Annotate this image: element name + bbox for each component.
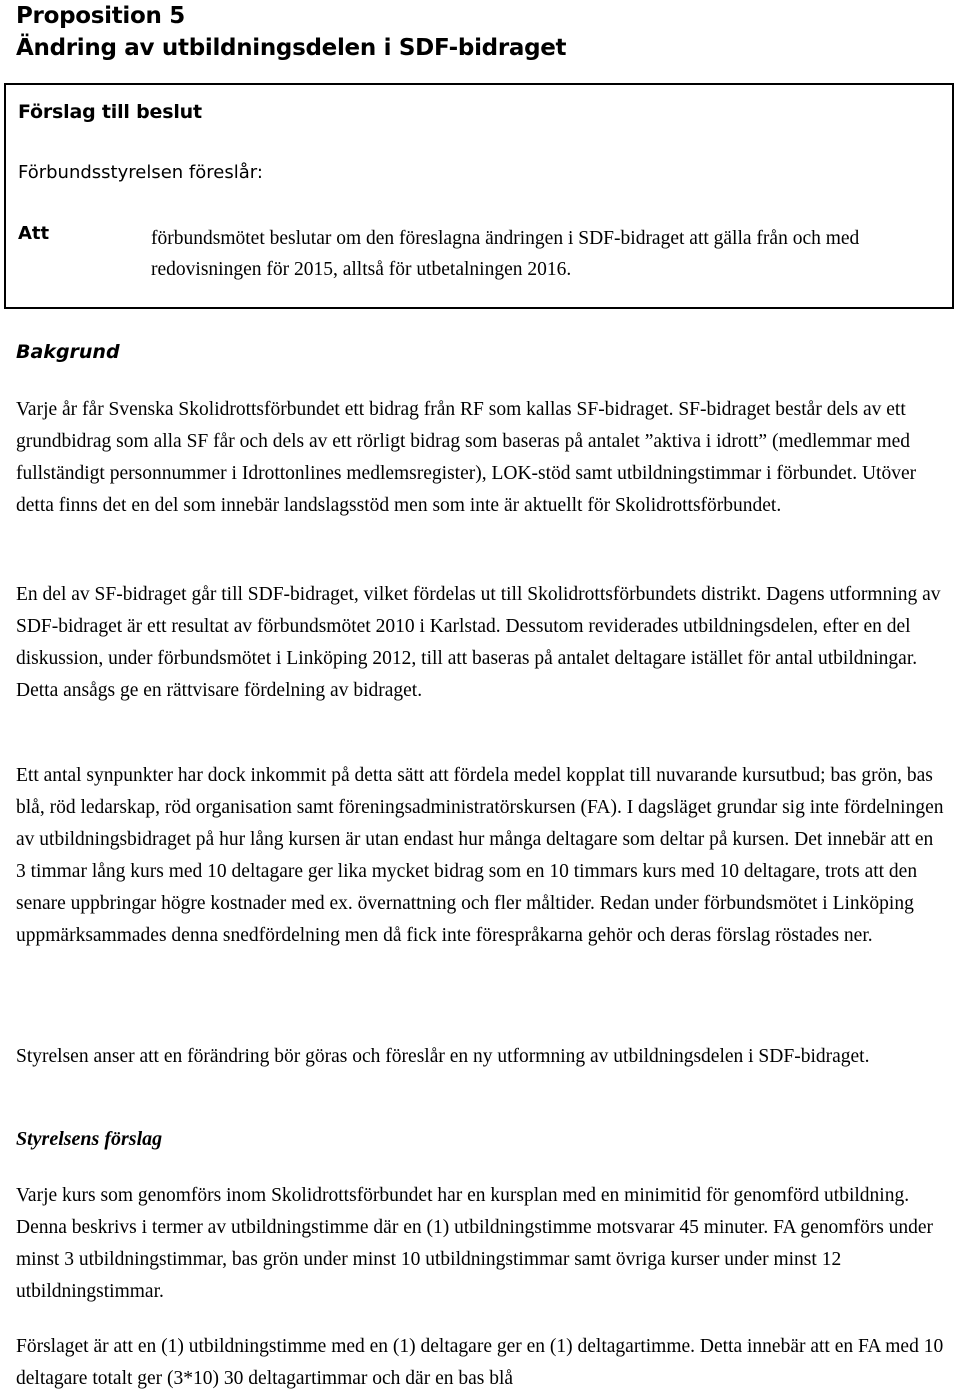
background-paragraph-4: Styrelsen anser att en förändring bör göras och föreslår en ny utformning av utbildningsdelen i SDF-bidraget. bbox=[16, 1046, 870, 1067]
background-heading: Bakgrund bbox=[16, 341, 120, 363]
decision-heading: Förslag till beslut bbox=[18, 101, 202, 123]
title-line-1: Proposition 5 bbox=[16, 3, 186, 29]
att-label: Att bbox=[18, 223, 50, 244]
proposal-paragraph-1: Varje kurs som genomförs inom Skolidrottsförbundet har en kursplan med en minimitid för genomförd utbildning. Denna beskrivs i termer av utbildningstimme där en (1) utbildningstimme motsvarar 45 minuter. FA genomförs under minst 3 utbildningstimmar, bas grön under minst 10 utbildningstimmar samt övriga kurser under minst 12 utbildningstimmar. bbox=[16, 1185, 934, 1302]
board-proposes-intro: Förbundsstyrelsen föreslår: bbox=[18, 162, 263, 183]
background-paragraph-1: Varje år får Svenska Skolidrottsförbundet ett bidrag från RF som kallas SF-bidraget. SF-bidraget består dels av ett grundbidrag som alla SF får och dels av ett rörligt bidrag som baseras på antalet ”aktiva i idrott” (medlemmar med fullständigt personnummer i Idrottonlines medlemsregister), LOK-stöd samt utbildningstimmar i förbundet. Utöver detta finns det en del som innebär landslagsstöd men som inte är aktuellt för Skolidrottsförbundet. bbox=[16, 399, 917, 516]
document-title bbox=[16, 0, 566, 64]
background-paragraph-3: Ett antal synpunkter har dock inkommit på detta sätt att fördela medel kopplat till nuvarande kursutbud; bas grön, bas blå, röd ledarskap, röd organisation samt föreningsadministratörskursen (FA). I dagsläget grundar sig inte fördelningen av utbildningsbidraget på hur lång kursen är utan endast hur många deltagare som deltar på kursen. Det innebär att en 3 timmar lång kurs med 10 deltagare ger lika mycket bidrag som en 10 timmars kurs med 10 deltagare, trots att den senare uppbringar högre kostnader med ex. övernattning och fler måltider. Redan under förbundsmötet i Linköping uppmärksammades denna snedfördelning men då fick inte förespråkarna gehör och deras förslag röstades ner. bbox=[16, 765, 944, 946]
att-motion-text: förbundsmötet beslutar om den föreslagna ändringen i SDF-bidraget att gälla från och med redovisningen för 2015, alltså för utbetalningen 2016. bbox=[151, 228, 860, 280]
proposal-paragraph-2: Förslaget är att en (1) utbildningstimme med en (1) deltagare ger en (1) deltagartimme. Detta innebär att en FA med 10 deltagare totalt ger (3*10) 30 deltagartimmar och där en bas blå bbox=[16, 1336, 944, 1389]
proposal-heading: Styrelsens förslag bbox=[16, 1128, 163, 1150]
background-paragraph-2: En del av SF-bidraget går till SDF-bidraget, vilket fördelas ut till Skolidrottsförbundets distrikt. Dagens utformning av SDF-bidraget är ett resultat av förbundsmötet 2010 i Karlstad. Dessutom reviderades utbildningsdelen, efter en del diskussion, under förbundsmötet i Linköping 2012, till att baseras på antalet deltagare istället för antal utbildningar. Detta ansågs ge en rättvisare fördelning av bidraget. bbox=[16, 584, 941, 701]
title-line-2: Ändring av utbildningsdelen i SDF-bidraget bbox=[16, 35, 567, 61]
decision-proposal-box bbox=[4, 83, 954, 309]
